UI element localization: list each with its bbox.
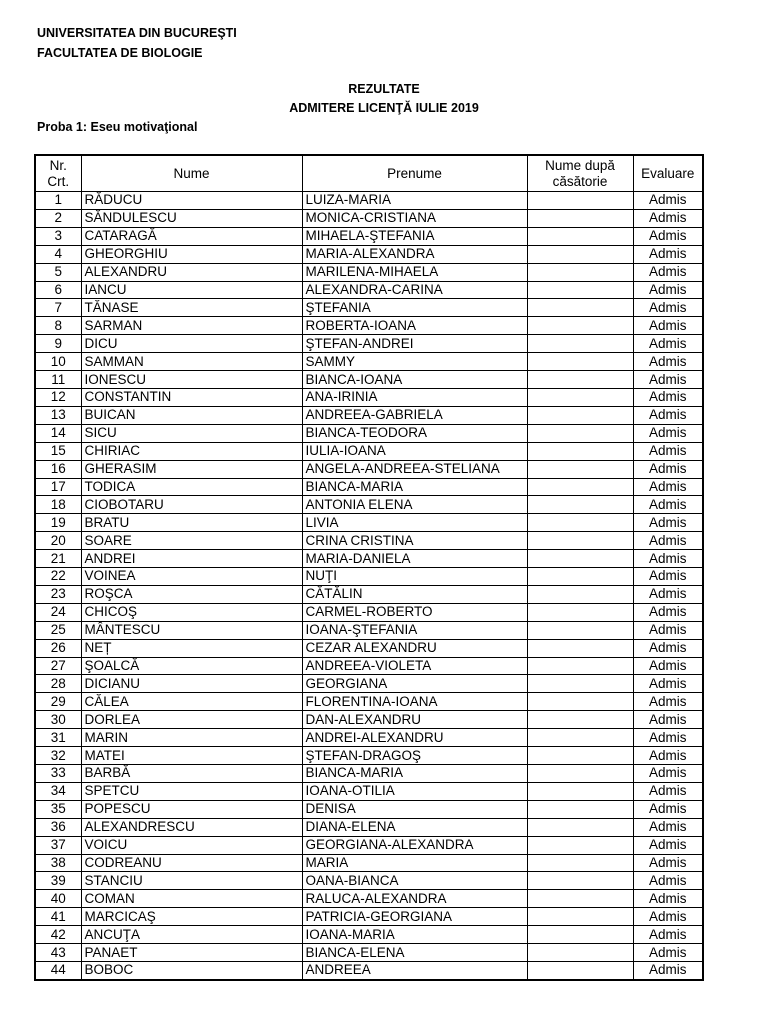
row-number: 36: [35, 818, 81, 836]
table-row: [35, 854, 703, 872]
row-number: 23: [35, 585, 81, 603]
university-name: UNIVERSITATEA DIN BUCUREŞTI: [37, 26, 237, 40]
row-evaluare: Admis: [633, 245, 703, 263]
row-evaluare: Admis: [633, 693, 703, 711]
row-number: 30: [35, 711, 81, 729]
row-nume: TODICA: [81, 478, 302, 496]
row-nume: ANCUŢA: [81, 926, 302, 944]
table-row: [35, 478, 703, 496]
row-evaluare: Admis: [633, 514, 703, 532]
row-number: 22: [35, 568, 81, 586]
row-evaluare: Admis: [633, 675, 703, 693]
row-prenume: CEZAR ALEXANDRU: [302, 639, 527, 657]
table-row: [35, 209, 703, 227]
table-row: [35, 460, 703, 478]
table-row: [35, 442, 703, 460]
row-nume: NEȚ: [81, 639, 302, 657]
row-number: 16: [35, 460, 81, 478]
row-prenume: BIANCA-TEODORA: [302, 424, 527, 442]
row-evaluare: Admis: [633, 335, 703, 353]
row-evaluare: Admis: [633, 317, 703, 335]
row-number: 34: [35, 782, 81, 800]
row-evaluare: Admis: [633, 836, 703, 854]
row-evaluare: Admis: [633, 944, 703, 962]
row-prenume: IOANA-MARIA: [302, 926, 527, 944]
row-nume: CĂLEA: [81, 693, 302, 711]
table-row: [35, 550, 703, 568]
header-nr-crt: Nr. Crt.: [35, 155, 81, 192]
table-row: [35, 603, 703, 621]
row-nume: CODREANU: [81, 854, 302, 872]
row-number: 13: [35, 406, 81, 424]
table-row: [35, 335, 703, 353]
table-row: [35, 729, 703, 747]
row-number: 18: [35, 496, 81, 514]
row-number: 17: [35, 478, 81, 496]
row-nume-dupa-casatorie: [527, 245, 633, 263]
row-evaluare: Admis: [633, 263, 703, 281]
row-number: 39: [35, 872, 81, 890]
header-nume: Nume: [81, 155, 302, 192]
row-nume: SPETCU: [81, 782, 302, 800]
row-evaluare: Admis: [633, 388, 703, 406]
row-nume-dupa-casatorie: [527, 209, 633, 227]
table-row: [35, 263, 703, 281]
row-nume-dupa-casatorie: [527, 532, 633, 550]
results-table: [34, 154, 704, 981]
table-row: [35, 514, 703, 532]
row-nume: MARIN: [81, 729, 302, 747]
row-prenume: GEORGIANA-ALEXANDRA: [302, 836, 527, 854]
table-row: [35, 693, 703, 711]
row-nume-dupa-casatorie: [527, 335, 633, 353]
row-prenume: RALUCA-ALEXANDRA: [302, 890, 527, 908]
row-nume-dupa-casatorie: [527, 585, 633, 603]
row-number: 2: [35, 209, 81, 227]
table-row: [35, 872, 703, 890]
row-prenume: ANDREI-ALEXANDRU: [302, 729, 527, 747]
row-nume: MARCICAŞ: [81, 908, 302, 926]
table-row: [35, 765, 703, 783]
row-nume-dupa-casatorie: [527, 192, 633, 210]
row-prenume: MONICA-CRISTIANA: [302, 209, 527, 227]
row-evaluare: Admis: [633, 460, 703, 478]
table-row: [35, 890, 703, 908]
row-nume: ŞOALCĂ: [81, 657, 302, 675]
table-row: [35, 192, 703, 210]
row-prenume: ANTONIA ELENA: [302, 496, 527, 514]
row-evaluare: Admis: [633, 854, 703, 872]
row-nume: CHIRIAC: [81, 442, 302, 460]
row-prenume: ROBERTA-IOANA: [302, 317, 527, 335]
table-row: [35, 961, 703, 979]
row-number: 21: [35, 550, 81, 568]
row-nume-dupa-casatorie: [527, 424, 633, 442]
row-prenume: ŞTEFANIA: [302, 299, 527, 317]
faculty-name: FACULTATEA DE BIOLOGIE: [37, 46, 203, 60]
table-row: [35, 675, 703, 693]
table-row: [35, 227, 703, 245]
row-number: 24: [35, 603, 81, 621]
row-number: 28: [35, 675, 81, 693]
row-evaluare: Admis: [633, 890, 703, 908]
proba-label: Proba 1: Eseu motivaţional: [37, 120, 198, 134]
document-subtitle: ADMITERE LICENŢĂ IULIE 2019: [289, 101, 479, 115]
row-evaluare: Admis: [633, 961, 703, 979]
row-prenume: DAN-ALEXANDRU: [302, 711, 527, 729]
table-row: [35, 782, 703, 800]
row-nume: STANCIU: [81, 872, 302, 890]
row-nume-dupa-casatorie: [527, 442, 633, 460]
row-nume-dupa-casatorie: [527, 227, 633, 245]
row-nume-dupa-casatorie: [527, 353, 633, 371]
row-prenume: CARMEL-ROBERTO: [302, 603, 527, 621]
row-prenume: IOANA-OTILIA: [302, 782, 527, 800]
row-prenume: BIANCA-MARIA: [302, 478, 527, 496]
row-number: 37: [35, 836, 81, 854]
row-nume-dupa-casatorie: [527, 550, 633, 568]
row-number: 38: [35, 854, 81, 872]
row-nume: TĂNASE: [81, 299, 302, 317]
row-number: 15: [35, 442, 81, 460]
header-prenume: Prenume: [302, 155, 527, 192]
row-prenume: ANA-IRINIA: [302, 388, 527, 406]
row-prenume: IOANA-ŞTEFANIA: [302, 621, 527, 639]
row-nume: BUICAN: [81, 406, 302, 424]
row-number: 20: [35, 532, 81, 550]
row-number: 8: [35, 317, 81, 335]
row-evaluare: Admis: [633, 729, 703, 747]
row-prenume: MARILENA-MIHAELA: [302, 263, 527, 281]
row-number: 42: [35, 926, 81, 944]
row-evaluare: Admis: [633, 747, 703, 765]
table-row: [35, 371, 703, 389]
row-evaluare: Admis: [633, 800, 703, 818]
row-nume: ALEXANDRU: [81, 263, 302, 281]
row-nume-dupa-casatorie: [527, 961, 633, 979]
row-nume-dupa-casatorie: [527, 460, 633, 478]
row-nume-dupa-casatorie: [527, 621, 633, 639]
row-nume: SICU: [81, 424, 302, 442]
header-nume-dupa-casatorie: Nume după căsătorie: [527, 155, 633, 192]
table-row: [35, 317, 703, 335]
row-number: 40: [35, 890, 81, 908]
row-nume-dupa-casatorie: [527, 693, 633, 711]
row-prenume: ANDREEA-GABRIELA: [302, 406, 527, 424]
row-nume: SĂNDULESCU: [81, 209, 302, 227]
row-evaluare: Admis: [633, 818, 703, 836]
table-row: [35, 424, 703, 442]
table-row: [35, 747, 703, 765]
row-number: 11: [35, 371, 81, 389]
row-nume: BARBĂ: [81, 765, 302, 783]
row-prenume: BIANCA-ELENA: [302, 944, 527, 962]
row-nume-dupa-casatorie: [527, 854, 633, 872]
row-nume: CONSTANTIN: [81, 388, 302, 406]
row-number: 31: [35, 729, 81, 747]
row-evaluare: Admis: [633, 478, 703, 496]
row-nume: MATEI: [81, 747, 302, 765]
row-nume: VOINEA: [81, 568, 302, 586]
table-row: [35, 639, 703, 657]
document-title: REZULTATE: [348, 82, 420, 96]
row-prenume: BIANCA-IOANA: [302, 371, 527, 389]
row-prenume: ANDREEA-VIOLETA: [302, 657, 527, 675]
row-prenume: CĂTĂLIN: [302, 585, 527, 603]
row-evaluare: Admis: [633, 227, 703, 245]
row-nume-dupa-casatorie: [527, 675, 633, 693]
row-number: 6: [35, 281, 81, 299]
row-nume-dupa-casatorie: [527, 478, 633, 496]
row-evaluare: Admis: [633, 424, 703, 442]
row-number: 27: [35, 657, 81, 675]
row-nume: SARMAN: [81, 317, 302, 335]
row-nume-dupa-casatorie: [527, 299, 633, 317]
row-nume: ANDREI: [81, 550, 302, 568]
row-evaluare: Admis: [633, 621, 703, 639]
row-nume: DORLEA: [81, 711, 302, 729]
row-evaluare: Admis: [633, 532, 703, 550]
row-evaluare: Admis: [633, 872, 703, 890]
row-evaluare: Admis: [633, 568, 703, 586]
row-prenume: IULIA-IOANA: [302, 442, 527, 460]
row-evaluare: Admis: [633, 281, 703, 299]
row-number: 5: [35, 263, 81, 281]
row-nume-dupa-casatorie: [527, 603, 633, 621]
row-prenume: DENISA: [302, 800, 527, 818]
row-nume: IANCU: [81, 281, 302, 299]
row-nume-dupa-casatorie: [527, 926, 633, 944]
row-number: 7: [35, 299, 81, 317]
row-nume: DICU: [81, 335, 302, 353]
row-nume-dupa-casatorie: [527, 944, 633, 962]
row-nume-dupa-casatorie: [527, 729, 633, 747]
table-row: [35, 711, 703, 729]
row-nume-dupa-casatorie: [527, 747, 633, 765]
table-row: [35, 281, 703, 299]
row-evaluare: Admis: [633, 496, 703, 514]
table-body: [35, 192, 703, 980]
row-number: 43: [35, 944, 81, 962]
row-nume: RĂDUCU: [81, 192, 302, 210]
row-nume-dupa-casatorie: [527, 371, 633, 389]
row-evaluare: Admis: [633, 442, 703, 460]
table-header-row: [35, 155, 703, 192]
row-evaluare: Admis: [633, 603, 703, 621]
row-nume: BRATU: [81, 514, 302, 532]
row-nume-dupa-casatorie: [527, 782, 633, 800]
row-number: 19: [35, 514, 81, 532]
row-nume-dupa-casatorie: [527, 281, 633, 299]
row-prenume: FLORENTINA-IOANA: [302, 693, 527, 711]
row-evaluare: Admis: [633, 585, 703, 603]
row-number: 29: [35, 693, 81, 711]
row-evaluare: Admis: [633, 209, 703, 227]
row-evaluare: Admis: [633, 639, 703, 657]
row-nume: POPESCU: [81, 800, 302, 818]
row-nume: CIOBOTARU: [81, 496, 302, 514]
row-prenume: OANA-BIANCA: [302, 872, 527, 890]
row-prenume: ŞTEFAN-ANDREI: [302, 335, 527, 353]
row-nume: SAMMAN: [81, 353, 302, 371]
row-prenume: MARIA: [302, 854, 527, 872]
row-nume-dupa-casatorie: [527, 657, 633, 675]
row-number: 41: [35, 908, 81, 926]
table-row: [35, 621, 703, 639]
row-nume: COMAN: [81, 890, 302, 908]
row-evaluare: Admis: [633, 353, 703, 371]
row-nume: PANAET: [81, 944, 302, 962]
row-nume-dupa-casatorie: [527, 263, 633, 281]
row-nume-dupa-casatorie: [527, 514, 633, 532]
row-number: 35: [35, 800, 81, 818]
row-nume-dupa-casatorie: [527, 872, 633, 890]
row-evaluare: Admis: [633, 406, 703, 424]
row-prenume: ALEXANDRA-CARINA: [302, 281, 527, 299]
table-row: [35, 299, 703, 317]
row-nume-dupa-casatorie: [527, 496, 633, 514]
row-nume: IONESCU: [81, 371, 302, 389]
row-prenume: DIANA-ELENA: [302, 818, 527, 836]
row-nume-dupa-casatorie: [527, 388, 633, 406]
row-nume: ALEXANDRESCU: [81, 818, 302, 836]
row-nume: SOARE: [81, 532, 302, 550]
table-row: [35, 818, 703, 836]
row-nume-dupa-casatorie: [527, 317, 633, 335]
row-number: 4: [35, 245, 81, 263]
row-nume-dupa-casatorie: [527, 568, 633, 586]
row-nume-dupa-casatorie: [527, 711, 633, 729]
header-evaluare: Evaluare: [633, 155, 703, 192]
row-nume: GHERASIM: [81, 460, 302, 478]
row-evaluare: Admis: [633, 550, 703, 568]
row-prenume: MARIA-ALEXANDRA: [302, 245, 527, 263]
row-evaluare: Admis: [633, 371, 703, 389]
row-evaluare: Admis: [633, 299, 703, 317]
row-number: 32: [35, 747, 81, 765]
row-prenume: GEORGIANA: [302, 675, 527, 693]
table-row: [35, 800, 703, 818]
table-row: [35, 388, 703, 406]
row-prenume: ANDREEA: [302, 961, 527, 979]
row-nume: ROŞCA: [81, 585, 302, 603]
row-evaluare: Admis: [633, 765, 703, 783]
row-prenume: CRINA CRISTINA: [302, 532, 527, 550]
row-evaluare: Admis: [633, 782, 703, 800]
row-number: 25: [35, 621, 81, 639]
row-nume: DICIANU: [81, 675, 302, 693]
table-row: [35, 406, 703, 424]
table-row: [35, 496, 703, 514]
row-prenume: BIANCA-MARIA: [302, 765, 527, 783]
row-nume: BOBOC: [81, 961, 302, 979]
table-row: [35, 657, 703, 675]
table-row: [35, 836, 703, 854]
row-evaluare: Admis: [633, 908, 703, 926]
table-row: [35, 944, 703, 962]
row-number: 3: [35, 227, 81, 245]
table-row: [35, 568, 703, 586]
row-number: 33: [35, 765, 81, 783]
row-prenume: LIVIA: [302, 514, 527, 532]
row-nume: CATARAGĂ: [81, 227, 302, 245]
row-prenume: ŞTEFAN-DRAGOŞ: [302, 747, 527, 765]
row-nume: CHICOŞ: [81, 603, 302, 621]
row-nume-dupa-casatorie: [527, 406, 633, 424]
row-evaluare: Admis: [633, 926, 703, 944]
row-number: 26: [35, 639, 81, 657]
row-nume: GHEORGHIU: [81, 245, 302, 263]
row-nume-dupa-casatorie: [527, 890, 633, 908]
row-nume-dupa-casatorie: [527, 800, 633, 818]
row-number: 12: [35, 388, 81, 406]
row-nume-dupa-casatorie: [527, 818, 633, 836]
row-prenume: MIHAELA-ŞTEFANIA: [302, 227, 527, 245]
table-row: [35, 532, 703, 550]
row-number: 1: [35, 192, 81, 210]
table-row: [35, 245, 703, 263]
row-evaluare: Admis: [633, 657, 703, 675]
row-prenume: MARIA-DANIELA: [302, 550, 527, 568]
row-prenume: NUŢI: [302, 568, 527, 586]
table-row: [35, 353, 703, 371]
row-prenume: SAMMY: [302, 353, 527, 371]
row-prenume: PATRICIA-GEORGIANA: [302, 908, 527, 926]
row-prenume: ANGELA-ANDREEA-STELIANA: [302, 460, 527, 478]
row-nume-dupa-casatorie: [527, 765, 633, 783]
table-row: [35, 926, 703, 944]
row-number: 14: [35, 424, 81, 442]
row-evaluare: Admis: [633, 711, 703, 729]
table-row: [35, 585, 703, 603]
row-number: 10: [35, 353, 81, 371]
row-nume: MÂNTESCU: [81, 621, 302, 639]
row-number: 9: [35, 335, 81, 353]
row-nume-dupa-casatorie: [527, 836, 633, 854]
row-nume-dupa-casatorie: [527, 639, 633, 657]
table-row: [35, 908, 703, 926]
row-evaluare: Admis: [633, 192, 703, 210]
row-number: 44: [35, 961, 81, 979]
row-nume-dupa-casatorie: [527, 908, 633, 926]
row-prenume: LUIZA-MARIA: [302, 192, 527, 210]
row-nume: VOICU: [81, 836, 302, 854]
